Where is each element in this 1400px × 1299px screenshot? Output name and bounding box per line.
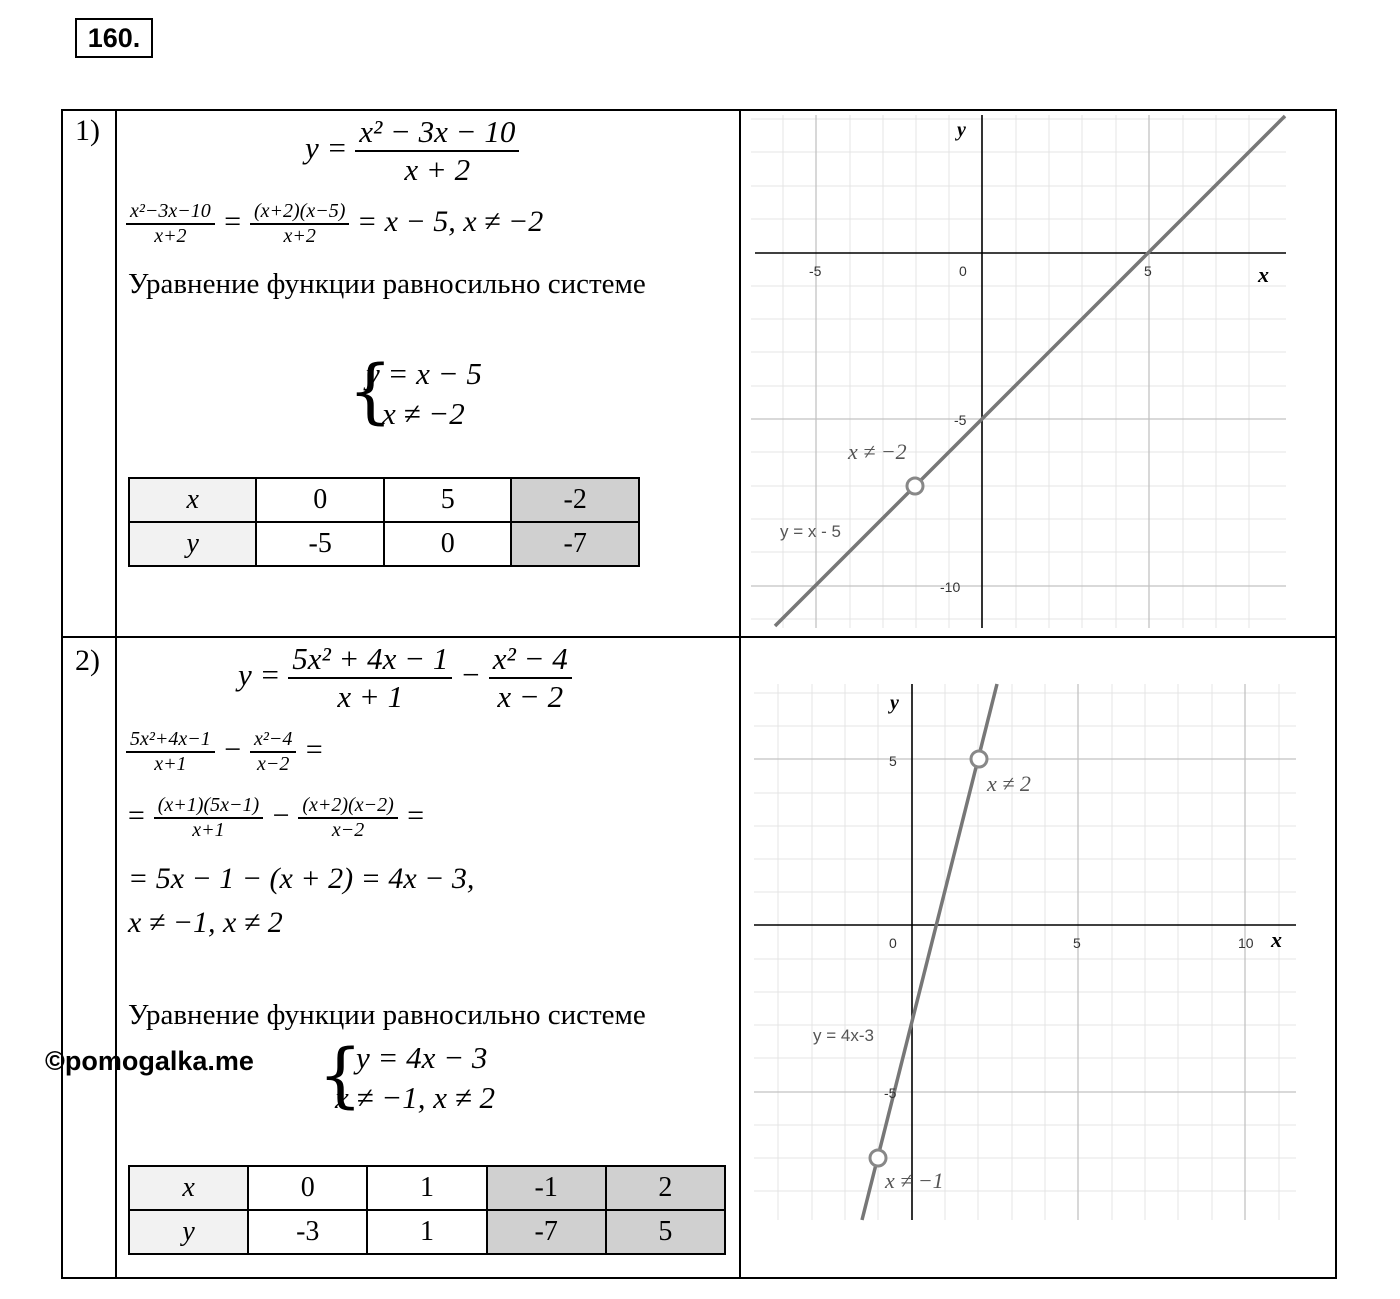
part1-step-fraction-1 (126, 200, 215, 248)
part2-hole2-label: x ≠ −1 (885, 1168, 944, 1193)
table-cell: 0 (256, 478, 384, 522)
part2-s2-den1: x+1 (192, 819, 225, 841)
part1-tick-y-neg10: -10 (940, 579, 961, 595)
table-cell: -7 (511, 522, 639, 566)
part2-eq-num1: 5x² + 4x − 1 (288, 641, 452, 679)
part2-eq-fraction-2 (489, 641, 572, 715)
part1-tick-y-neg5: -5 (954, 412, 967, 428)
part2-s1-tail: = (303, 732, 325, 766)
part2-s1-fraction-2 (250, 728, 296, 776)
part2-hole-point-1 (971, 751, 987, 767)
part1-step-f2-num: (x+2)(x−5) (250, 200, 349, 225)
part2-x-axis-label: x (1271, 927, 1282, 952)
part1-eq-denominator: x + 2 (404, 152, 471, 187)
table-cell: 5 (384, 478, 511, 522)
table-cell: -2 (511, 478, 639, 522)
part2-hole-point-2 (870, 1150, 886, 1166)
part2-s2-fraction-1 (154, 794, 263, 842)
part1-eq-lhs: y = (305, 130, 348, 166)
part1-system-brace: { (348, 350, 393, 432)
part2-main-equation (238, 641, 572, 715)
part2-tick-x5: 5 (1073, 935, 1081, 951)
part2-y-axis-label: y (890, 692, 899, 714)
part1-function-line (775, 116, 1285, 626)
part1-hole-point (907, 478, 923, 494)
part1-simplification: $\frac{\text{x²−3x−10}}{x+2}$ = $\frac{(x+2)(x-5)}{x+2}$ = x − 5, x ≠ −2 (126, 200, 543, 248)
table-cell: 2 (606, 1166, 725, 1210)
part2-line-label: y = 4x-3 (813, 1026, 874, 1045)
part2-s2-den2: x−2 (331, 819, 365, 841)
part2-step-3: = 5x − 1 − (x + 2) = 4x − 3, (128, 862, 475, 895)
part2-eq-minus: − (460, 657, 482, 693)
part1-step-f1-num: x²−3x−10 (126, 200, 215, 225)
part1-label: 1) (75, 114, 100, 147)
table-cell: 1 (367, 1166, 486, 1210)
part2-eq-den1: x + 1 (337, 679, 404, 714)
part1-tick-x-5: 5 (1144, 263, 1152, 279)
part2-grid-minor (754, 684, 1296, 1220)
part2-eq-den2: x − 2 (497, 679, 564, 714)
table-cell: x (129, 1166, 248, 1210)
part2-system-brace: { (318, 1034, 363, 1116)
part2-tick-x10: 10 (1238, 935, 1254, 951)
part2-tick-origin: 0 (889, 935, 897, 951)
table-cell: 0 (248, 1166, 367, 1210)
part1-step-f1-den: x+2 (154, 225, 187, 247)
part2-step-2: = $\frac{(x+1)(5x-1)}{x+1}$ − $\frac{(x+2)(x-2)}{x-2}$ = (126, 794, 426, 841)
part1-y-axis-label: y (957, 119, 966, 141)
part1-eq-fraction (355, 114, 519, 188)
part2-system-line-1: y = 4x − 3 (356, 1040, 488, 1075)
part2-s2-tail: = (405, 798, 426, 832)
part2-s1-den1: x+1 (154, 753, 187, 775)
part1-hole-label: x ≠ −2 (848, 439, 907, 464)
part1-values-table (128, 477, 640, 567)
table-cell: y (129, 1210, 248, 1254)
part1-system-line-1: y = x − 5 (366, 356, 482, 391)
part2-s2-num1: (x+1)(5x−1) (154, 794, 263, 819)
watermark: ©pomogalka.me (45, 1046, 254, 1076)
part1-step-fraction-2 (250, 200, 349, 248)
part2-step-4: x ≠ −1, x ≠ 2 (128, 906, 283, 939)
part2-equivalence-text: Уравнение функции равносильно системе (128, 999, 646, 1031)
table-row (129, 1166, 725, 1210)
table-row (129, 522, 639, 566)
part2-eq-lhs: y = (238, 657, 281, 693)
part2-tick-yneg5: -5 (884, 1085, 897, 1101)
part1-x-axis-label: x (1258, 262, 1269, 287)
part1-graph (740, 112, 1330, 632)
problem-number: 160. (75, 18, 153, 58)
part2-values-table (128, 1165, 726, 1255)
table-cell: 5 (606, 1210, 725, 1254)
part2-tick-y5: 5 (889, 753, 897, 769)
part2-graph (748, 678, 1303, 1226)
part2-grid-major (754, 684, 1296, 1220)
part2-s2-head: = (126, 798, 147, 832)
part2-s2-fraction-2 (298, 794, 397, 842)
table-cell: 1 (367, 1210, 486, 1254)
part1-step-tail: = x − 5, x ≠ −2 (356, 204, 544, 238)
part1-line-label: y = x - 5 (780, 522, 841, 541)
part1-tick-x-neg5: -5 (809, 263, 822, 279)
part1-equivalence-text: Уравнение функции равносильно системе (128, 268, 646, 300)
part2-s1-num1: 5x²+4x−1 (126, 728, 215, 753)
part2-s1-num2: x²−4 (250, 728, 296, 753)
part1-grid-minor (751, 115, 1286, 628)
part2-label: 2) (75, 644, 100, 677)
part2-s1-fraction-1 (126, 728, 215, 776)
table-cell: y (129, 522, 256, 566)
table-row (129, 478, 639, 522)
part2-s1-den2: x−2 (257, 753, 290, 775)
part2-eq-num2: x² − 4 (489, 641, 572, 679)
table-cell: -3 (248, 1210, 367, 1254)
table-cell: -7 (487, 1210, 606, 1254)
part1-main-equation (305, 114, 519, 188)
column-divider-1 (115, 111, 117, 1277)
part2-system-line-2: x ≠ −1, x ≠ 2 (335, 1080, 495, 1115)
part1-tick-origin: 0 (959, 263, 967, 279)
part2-s2-num2: (x+2)(x−2) (298, 794, 397, 819)
part1-step-f2-den: x+2 (283, 225, 316, 247)
table-cell: x (129, 478, 256, 522)
part1-eq-numerator: x² − 3x − 10 (355, 114, 519, 152)
part1-grid-major (751, 115, 1286, 628)
part2-step-1: $\frac{\text{5x²+4x−1}}{x+1}$ − $\frac{\text{x²−4}}{x-2}$ = (126, 728, 324, 776)
table-cell: -5 (256, 522, 384, 566)
row-divider (63, 636, 1335, 638)
part1-system-line-2: x ≠ −2 (382, 396, 465, 431)
table-row (129, 1210, 725, 1254)
table-cell: 0 (384, 522, 511, 566)
table-cell: -1 (487, 1166, 606, 1210)
part2-eq-fraction-1 (288, 641, 452, 715)
part2-hole1-label: x ≠ 2 (987, 771, 1031, 796)
